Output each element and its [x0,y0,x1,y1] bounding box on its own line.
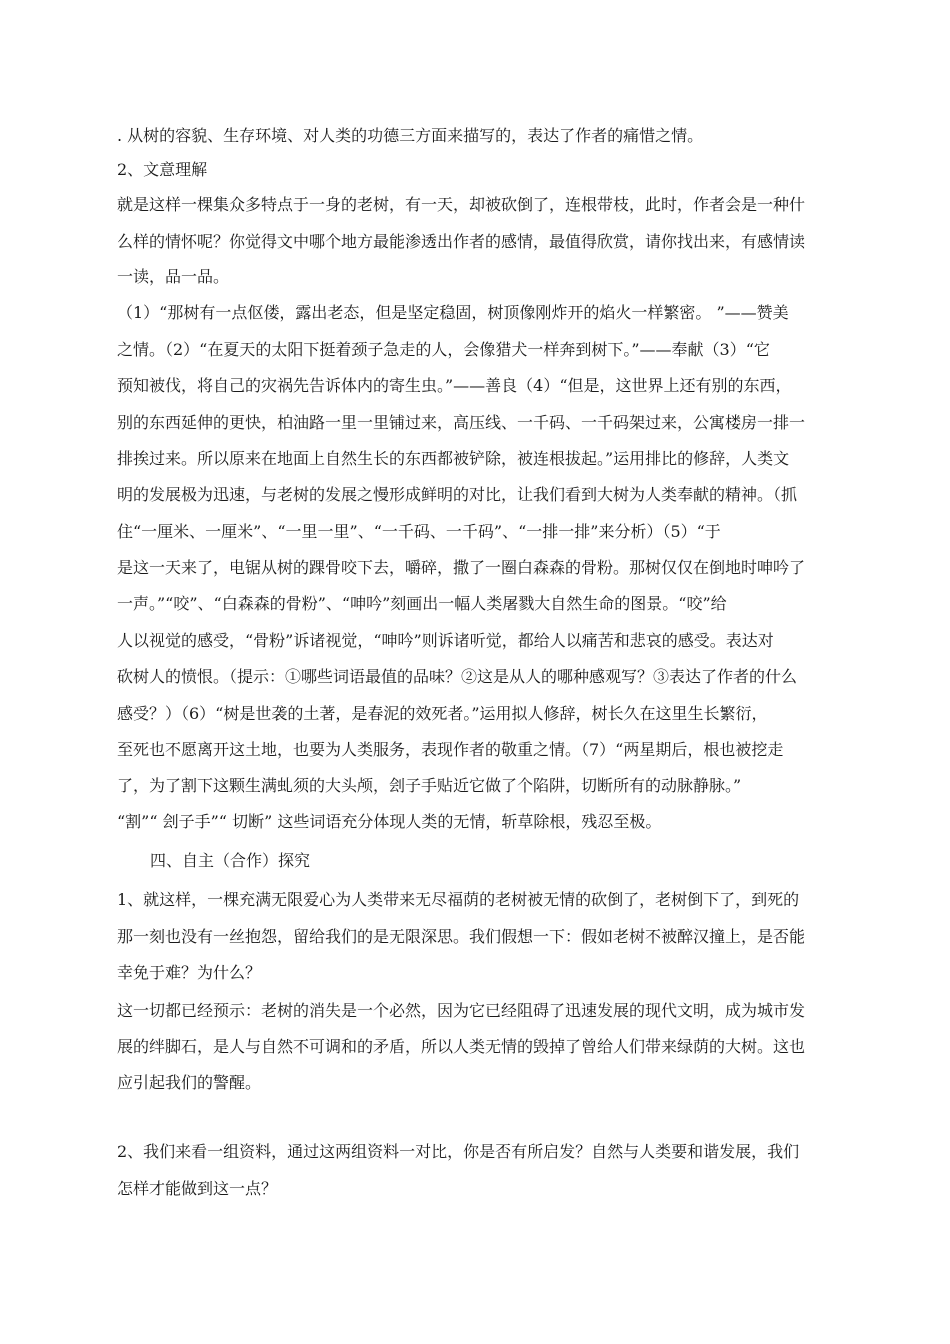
text-line: . 从树的容貌、生存环境、对人类的功德三方面来描写的，表达了作者的痛惜之情。 [117,126,704,145]
text-line: 砍树人的愤恨。（提示：①哪些词语最值的品味？②这是从人的哪种感观写？③表达了作者的什么 [117,667,798,686]
text-line: 感受？）（6）“树是世袭的土著，是春泥的效死者。”运用拟人修辞，树长久在这里生长繁衍， [117,704,768,723]
text-line: 至死也不愿离开这土地，也要为人类服务，表现作者的敬重之情。（7）“两星期后，根也被挖走 [117,740,784,759]
text-line: 怎样才能做到这一点？ [117,1179,278,1198]
text-line: 1、就这样，一棵充满无限爱心为人类带来无尽福荫的老树被无情的砍倒了，老树倒下了，到死的 [117,890,800,909]
section-heading: 2、文意理解 [117,160,208,179]
text-line: 就是这样一棵集众多特点于一身的老树，有一天，却被砍倒了，连根带枝，此时，作者会是一种什 [117,195,806,214]
text-line: 之情。（2）“在夏天的太阳下挺着颈子急走的人，会像猎犬一样奔到树下。”——奉献（3）“它 [117,340,770,359]
text-line: 住“一厘米、一厘米”、“一里一里”、“一千码、一千码”、“一排一排”来分析）（5）“于 [117,522,721,541]
text-line: 一读，品一品。 [117,267,230,286]
text-line: 幸免于难？为什么？ [117,963,262,982]
text-line: “割”“ 刽子手”“ 切断” 这些词语充分体现人类的无情，斩草除根，残忍至极。 [117,812,662,831]
text-line: 明的发展极为迅速，与老树的发展之慢形成鲜明的对比，让我们看到大树为人类奉献的精神。（抓 [117,485,798,504]
section-heading: 四、自主（合作）探究 [150,851,311,870]
text-line: 排挨过来。所以原来在地面上自然生长的东西都被铲除，被连根拔起。”运用排比的修辞，人类文 [117,449,790,468]
text-line: 预知被伐，将自己的灾祸先告诉体内的寄生虫。”——善良（4）“但是，这世界上还有别的东西， [117,376,792,395]
text-line: 这一切都已经预示：老树的消失是一个必然，因为它已经阻碍了迅速发展的现代文明，成为城市发 [117,1001,806,1020]
text-line: 一声。”“咬”、“白森森的骨粉”、“呻吟”刻画出一幅人类屠戮大自然生命的图景。“咬”给 [117,594,727,613]
text-line: 了，为了割下这颗生满虬须的大头颅，刽子手贴近它做了个陷阱，切断所有的动脉静脉。” [117,776,742,795]
text-line: 展的绊脚石，是人与自然不可调和的矛盾，所以人类无情的毁掉了曾给人们带来绿荫的大树。这也 [117,1037,806,1056]
text-line: 是这一天来了，电锯从树的踝骨咬下去，嚼碎，撒了一圈白森森的骨粉。那树仅仅在倒地时呻吟了 [117,558,806,577]
text-line: 么样的情怀呢？你觉得文中哪个地方最能渗透出作者的感情，最值得欣赏，请你找出来，有感情读 [117,232,806,251]
text-line: 2、我们来看一组资料，通过这两组资料一对比，你是否有所启发？自然与人类要和谐发展，我们 [117,1142,800,1161]
text-line: 别的东西延伸的更快，柏油路一里一里铺过来，高压线、一千码、一千码架过来，公寓楼房一排一 [117,413,806,432]
text-line: 那一刻也没有一丝抱怨，留给我们的是无限深思。我们假想一下：假如老树不被醉汉撞上，是否能 [117,927,806,946]
text-line: 应引起我们的警醒。 [117,1073,262,1092]
text-line: （1）“那树有一点伛偻，露出老态，但是坚定稳固，树顶像刚炸开的焰火一样繁密。 ”——赞美 [117,303,789,322]
text-line: 人以视觉的感受，“骨粉”诉诸视觉，“呻吟”则诉诸听觉，都给人以痛苦和悲哀的感受。表达对 [117,631,774,650]
